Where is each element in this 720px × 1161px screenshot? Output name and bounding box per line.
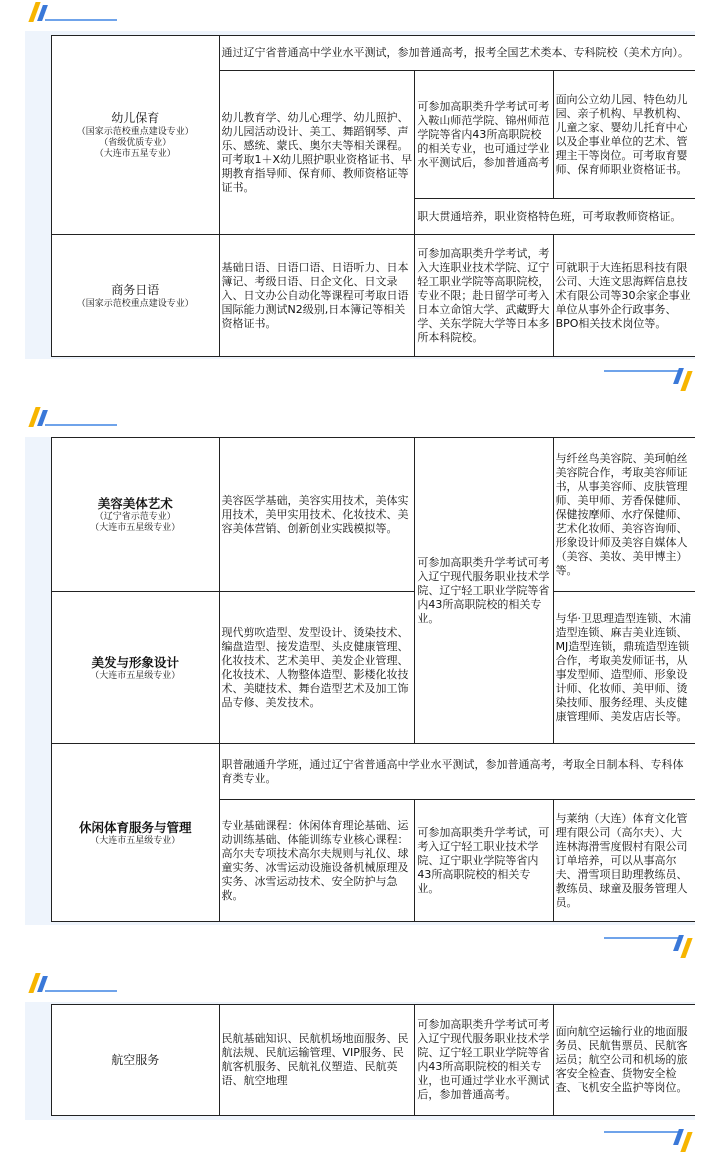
- section-card-1: [25, 31, 695, 359]
- courses-cell: 现代剪吹造型、发型设计、烫染技术、编盘造型、接发造型、头皮健康管理、化妆技术、艺术美甲、美发企业管理、化妆技术、人物整体造型、影楼化妆技术、美睫技术、舞台造型艺术及加工饰品专修、美发技术。: [219, 592, 415, 744]
- employment-cell: 可就职于大连拓思科技有限公司、大连文思海辉信息技术有限公司等30余家企事业单位从事外企行政事务、BPO相关技术岗位等。: [553, 235, 695, 357]
- major-note: （辽宁省示范专业）: [94, 512, 176, 522]
- courses-cell: 民航基础知识、民航机场地面服务、民航法规、民航运输管理、VIP服务、民航客机服务、民航礼仪塑造、民航英语、航空地理: [219, 1005, 415, 1116]
- major-name: 商务日语: [111, 282, 160, 297]
- major-note: （大连市五星级专业）: [90, 835, 181, 846]
- major-note: （大连市五星专业）: [94, 149, 176, 159]
- major-name-cell: [52, 235, 220, 357]
- major-name: 休闲体育服务与管理: [79, 819, 192, 835]
- major-table-3: [51, 1004, 695, 1116]
- courses-cell: 美容医学基础，美容实用技术，美体实用技术，美甲实用技术、化妆技术、美容美体营销、创新创业实践模拟等。: [219, 438, 415, 592]
- major-note: （大连市五星级专业）: [90, 670, 181, 681]
- major-note: （省级优质专业）: [99, 138, 172, 148]
- full-text-cell: 职普融通升学班，通过辽宁省普通高中学业水平测试，参加普通高考，考取全日制本科、专科体育类专业。: [219, 744, 695, 800]
- table-row: [52, 744, 696, 800]
- major-note: （国家示范校重点建设专业）: [76, 298, 194, 309]
- employment-cell: 与华·卫思理造型连锁、木浦造型连锁、麻吉美业连锁、MJ造型连锁，鼎琉造型连锁合作，考取美发师证书，从事发型师、造型师、形象设计师、化妆师、美甲师、烫染技师、服务经理、头皮健康管理师、美发店店长等。: [553, 592, 695, 744]
- table-row: [52, 438, 696, 592]
- full-text-cell: 通过辽宁省普通高中学业水平测试，参加普通高考，报考全国艺术类本、专科院校（美术方向）。: [219, 36, 695, 71]
- courses-cell: 基础日语、日语口语、日语听力、日本簿记、考级日语、日企文化、日文录入、日文办公自动化等课程可考取日语国际能力测试N2级别,日本簿记等相关资格证书。: [219, 235, 415, 357]
- table-row: [52, 36, 696, 71]
- further-study-cell: 可参加高职类升学考试，考入大连职业技术学院、辽宁轻工职业学院等高职院校，专业不限；赴日留学可考入日本立命馆大学、武藏野大学、关东学院大学等日本多所本科院校。: [415, 235, 553, 357]
- major-note: （国家示范校重点建设专业）: [76, 127, 194, 137]
- courses-cell: 专业基础课程：休闲体育理论基础、运动训练基础、体能训练专业核心课程：高尔夫专项技术高尔夫规则与礼仪、球童实务、冰雪运动设施设备机械原理及实务、冰雪运动技术、安全防护与急救。: [219, 800, 415, 922]
- further-study-cell: 可参加高职类升学考试可考入鞍山师范学院、锦州师范学院等省内43所高职院校的相关专业，也可通过学业水平测试后，参加普通高考: [415, 71, 553, 199]
- major-name-cell: [52, 592, 220, 744]
- section-card-2: [25, 437, 695, 925]
- table-row: [52, 592, 696, 744]
- major-name: 航空服务: [111, 1052, 160, 1067]
- major-name-cell: [52, 36, 220, 235]
- major-name: 美容美体艺术: [97, 496, 173, 511]
- major-note: （大连市五星级专业）: [90, 523, 181, 533]
- employment-cell: 与莱纳（大连）体育文化管理有限公司（高尔夫）、大连林海滑雪度假村有限公司订单培养，可以从事高尔夫、滑雪项目助理教练员、教练员、球童及服务管理人员。: [553, 800, 695, 922]
- footer-line: [604, 370, 679, 372]
- major-name-cell: [52, 438, 220, 592]
- table-row: [52, 235, 696, 357]
- footer-line: [604, 937, 679, 939]
- section-card-3: [25, 1002, 695, 1120]
- yellow-slash-icon: [680, 1132, 692, 1152]
- major-name: 美发与形象设计: [91, 654, 180, 670]
- title-underline: [45, 424, 117, 426]
- employment-cell: 面向公立幼儿园、特色幼儿园、亲子机构、早教机构、儿童之家、婴幼儿托育中心以及企事业单位的艺术、管理主干等岗位。可考取育婴师、保育师职业资格证书。: [553, 71, 695, 199]
- footer-line: [604, 1131, 679, 1133]
- major-name-cell: [52, 1005, 220, 1116]
- major-name-cell: [52, 744, 220, 922]
- major-table-1: [51, 35, 695, 357]
- major-table-2: [51, 437, 695, 922]
- further-study-cell: 可参加高职类升学考试，可考入辽宁轻工职业技术学院、辽宁职业学院等省内43所高职院校的相关专业。: [415, 800, 553, 922]
- further-study-cell: 可参加高职类升学考试可考入辽宁现代服务职业技术学院、辽宁轻工职业学院等省内43所高职院校的相关专业，也可通过学业水平测试后，参加普通高考。: [415, 1005, 553, 1116]
- extra-cell: 职大贯通培养，职业资格特色班，可考取教师资格证。: [415, 199, 695, 235]
- title-underline: [45, 990, 117, 992]
- yellow-slash-icon: [680, 938, 692, 958]
- employment-cell: 与纤丝鸟美容院、美珂帕丝美容院合作，考取美容师证书，从事美容师、皮肤管理师、美甲师、芳香保健师、保健按摩师、水疗保健师、艺术化妆师、美容咨询师、形象设计师及美容自媒体人（美容、美妆、美甲博主）等。: [553, 438, 695, 592]
- employment-cell: 面向航空运输行业的地面服务员、民航售票员、民航客运员；航空公司和机场的旅客安全检查、货物安全检查、飞机安全监护等岗位。: [553, 1005, 695, 1116]
- major-name: 幼儿保育: [111, 111, 160, 125]
- title-underline: [45, 19, 117, 21]
- yellow-slash-icon: [680, 371, 692, 391]
- table-row: [52, 1005, 696, 1116]
- courses-cell: 幼儿教育学、幼儿心理学、幼儿照护、幼儿园活动设计、美工、舞蹈钢琴、声乐、感统、蒙氏、奥尔夫等相关课程。可考取1＋X幼儿照护职业资格证书、早期教育指导师、保育师、教师资格证等证书。: [219, 71, 415, 235]
- further-study-cell: 可参加高职类升学考试可考入辽宁现代服务职业技术学院、辽宁轻工职业学院等省内43所高职院校的相关专业。: [415, 438, 553, 744]
